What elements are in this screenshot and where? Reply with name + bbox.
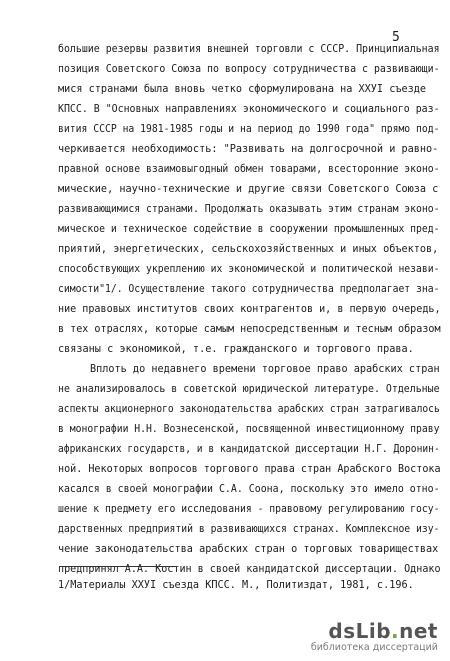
watermark-logo-dot: . bbox=[391, 619, 400, 643]
text-line: связаны с экономикой, т.е. гражданского и торгового права. bbox=[58, 344, 414, 355]
text-line: мическое и техническое содействие в сооружении промышленных пред- bbox=[58, 224, 440, 235]
text-line: позиция Советского Союза по вопросу сотрудничества с развивающи- bbox=[58, 64, 440, 75]
text-line: касался в своей монографии С.А. Соона, поскольку это имело отно- bbox=[58, 484, 440, 495]
text-line: предпринял А.А. Костин в своей кандидатской диссертации. Однако bbox=[58, 564, 441, 575]
text-line: КПСС. В "Основных направлениях экономического и социального раз- bbox=[58, 104, 440, 115]
page-number: 5 bbox=[392, 30, 400, 45]
text-line: Вплоть до недавнего времени торговое право арабских стран bbox=[90, 364, 440, 375]
text-line: способствующих укреплению их экономической и политической незави- bbox=[58, 264, 440, 275]
text-line: симости"1/. Осуществление такого сотрудничества предполагает зна- bbox=[58, 284, 440, 295]
text-line: черкивается необходимость: "Развивать на долгосрочной и равно- bbox=[58, 144, 439, 155]
text-line: не анализировалось в советской юридической литературе. Отдельные bbox=[58, 384, 440, 395]
site-watermark bbox=[311, 620, 438, 653]
watermark-logo-right: net bbox=[399, 619, 438, 643]
text-line: аспекты акционерного законодательства арабских стран затрагивалось bbox=[58, 404, 440, 415]
text-line: ной. Некоторых вопросов торгового права стран Арабского Востока bbox=[58, 464, 441, 475]
watermark-logo-left: dsLib bbox=[328, 619, 392, 643]
text-line: шение к предмету его исследования - правовому регулированию госу- bbox=[58, 504, 440, 515]
footnote-divider bbox=[59, 566, 177, 567]
watermark-logo bbox=[311, 620, 438, 642]
text-line: развивающимися странами. Продолжать оказывать этим странам эконо- bbox=[58, 204, 440, 215]
text-line: дарственных предприятий в развивающихся странах. Комплексное изу- bbox=[58, 524, 440, 535]
text-line: большие резервы развития внешней торговли с СССР. Принципиальная bbox=[58, 44, 440, 55]
text-line: чение законодательства арабских стран о торговых товариществах bbox=[58, 544, 439, 555]
text-line: ние правовых институтов своих контрагентов и, в первую очередь, bbox=[58, 304, 441, 315]
text-line: африканских государств, и в кандидатской диссертации Н.Г. Доронин- bbox=[58, 444, 440, 455]
footnote: 1/Материалы XXУI съезда КПСС. М., Политиздат, 1981, с.196. bbox=[58, 580, 414, 591]
text-line: вития СССР на 1981-1985 годы и на период до 1990 года" прямо под- bbox=[58, 124, 440, 135]
text-line: в монографии Н.Н. Вознесенской, посвященной инвестиционному праву bbox=[58, 424, 440, 435]
text-line: приятий, энергетических, сельскохозяйственных и иных объектов, bbox=[58, 244, 439, 255]
text-line: правной основе взаимовыгодный обмен товарами, всесторонние эконо- bbox=[58, 164, 440, 175]
text-line: в тех отраслях, которые самым непосредственным и тесным образом bbox=[58, 324, 441, 335]
watermark-subtitle: библиотека диссертаций bbox=[310, 642, 438, 653]
text-line: мические, научно-технические и другие связи Советского Союза с bbox=[58, 184, 439, 195]
text-line: мися странами была вновь четко сформулирована на XXУI съезде bbox=[58, 84, 427, 95]
